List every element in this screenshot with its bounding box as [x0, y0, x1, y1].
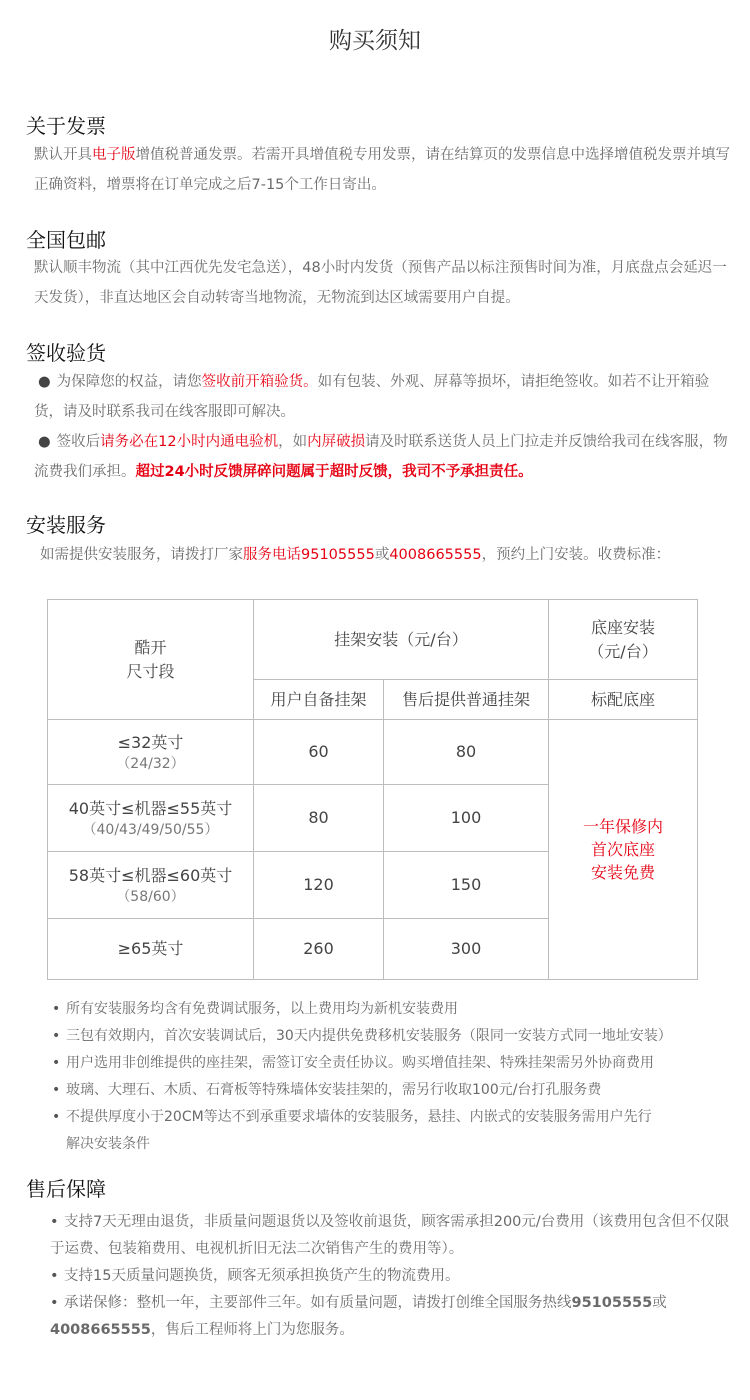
list-item: • 承诺保修：整机一年，主要部件三年。如有质量问题，请拨打创维全国服务热线95105555或4008665555，售后工程师将上门为您服务。 [50, 1295, 667, 1338]
install-notes [52, 996, 722, 1158]
table-row: 58英寸≤机器≤60英寸 （58/60） 120 150 [48, 852, 698, 919]
own-mount-header: 用户自备挂架 [254, 680, 384, 720]
install-price-table [47, 599, 698, 980]
shipping-text: 默认顺丰物流（其中江西优先发宅急送），48小时内发货（预售产品以标注预售时间为准，月底盘点会延迟一天发货），非直达地区会自动转寄当地物流，无物流到达区域需要用户自提。 [34, 260, 727, 306]
invoice-text: 默认开具电子版增值税普通发票。若需开具增值税专用发票，请在结算页的发票信息中选择增值税发票并填写正确资料，增票将在订单完成之后7-15个工作日寄出。 [34, 147, 730, 193]
wall-mount-header: 挂架安装（元/台） [254, 600, 549, 680]
invoice-highlight: 电子版 [92, 147, 136, 163]
size-column-header: 酷开 尺寸段 [48, 600, 254, 720]
bullet-icon: ● [38, 434, 51, 450]
list-item: • 所有安装服务均含有免费调试服务，以上费用均为新机安装费用 [52, 1001, 458, 1017]
standard-base-header: 标配底座 [549, 680, 698, 720]
install-intro: 如需提供安装服务，请拨打厂家服务电话95105555或4008665555，预约上门安装。收费标准： [40, 547, 671, 563]
list-item: • 三包有效期内，首次安装调试后，30天内提供免费移机安装服务（限同一安装方式同一地址安装） [52, 1028, 672, 1044]
table-row: ≤32英寸 （24/32） 60 80 一年保修内 首次底座 安装免费 [48, 720, 698, 785]
base-header: 底座安装 （元/台） [549, 600, 698, 680]
list-item-continued: 解决安装条件 [66, 1136, 150, 1152]
list-item: • 用户选用非创维提供的座挂架，需签订安全责任协议。购买增值挂架、特殊挂架需另外协商费用 [52, 1055, 654, 1071]
aftersale-list [50, 1209, 740, 1344]
shipping-heading: 全国包邮 [26, 228, 106, 252]
invoice-heading: 关于发票 [26, 114, 106, 138]
receipt-item-1: ● 为保障您的权益，请您签收前开箱验货。如有包装、外观、屏幕等损坏，请拒绝签收。如若不让开箱验货，请及时联系我司在线客服即可解决。 [34, 367, 734, 427]
receipt-heading: 签收验货 [26, 341, 106, 365]
list-item: • 不提供厚度小于20CM等达不到承重要求墙体的安装服务，悬挂、内嵌式的安装服务需用户先行 [52, 1109, 652, 1125]
bullet-icon: ● [38, 374, 51, 390]
receipt-item-2: ● 签收后请务必在12小时内通电验机，如内屏破损请及时联系送货人员上门拉走并反馈给我司在线客服，物流费我们承担。超过24小时反馈屏碎问题属于超时反馈，我司不予承担责任。 [34, 427, 734, 487]
table-row: ≥65英寸 260 300 [48, 919, 698, 980]
base-install-note: 一年保修内 首次底座 安装免费 [549, 720, 698, 980]
list-item: • 支持15天质量问题换货，顾客无须承担换货产生的物流费用。 [50, 1268, 460, 1284]
list-item: • 玻璃、大理石、木质、石膏板等特殊墙体安装挂架的，需另行收取100元/台打孔服务费 [52, 1082, 602, 1098]
install-heading: 安装服务 [26, 513, 106, 537]
provided-mount-header: 售后提供普通挂架 [384, 680, 549, 720]
table-row: 40英寸≤机器≤55英寸 （40/43/49/50/55） 80 100 [48, 785, 698, 852]
aftersale-heading: 售后保障 [26, 1177, 106, 1201]
page-title: 购买须知 [329, 28, 421, 54]
list-item: • 支持7天无理由退货，非质量问题退货以及签收前退货，顾客需承担200元/台费用（该费用包含但不仅限于运费、包装箱费用、电视机折旧无法二次销售产生的费用等）。 [50, 1214, 730, 1257]
